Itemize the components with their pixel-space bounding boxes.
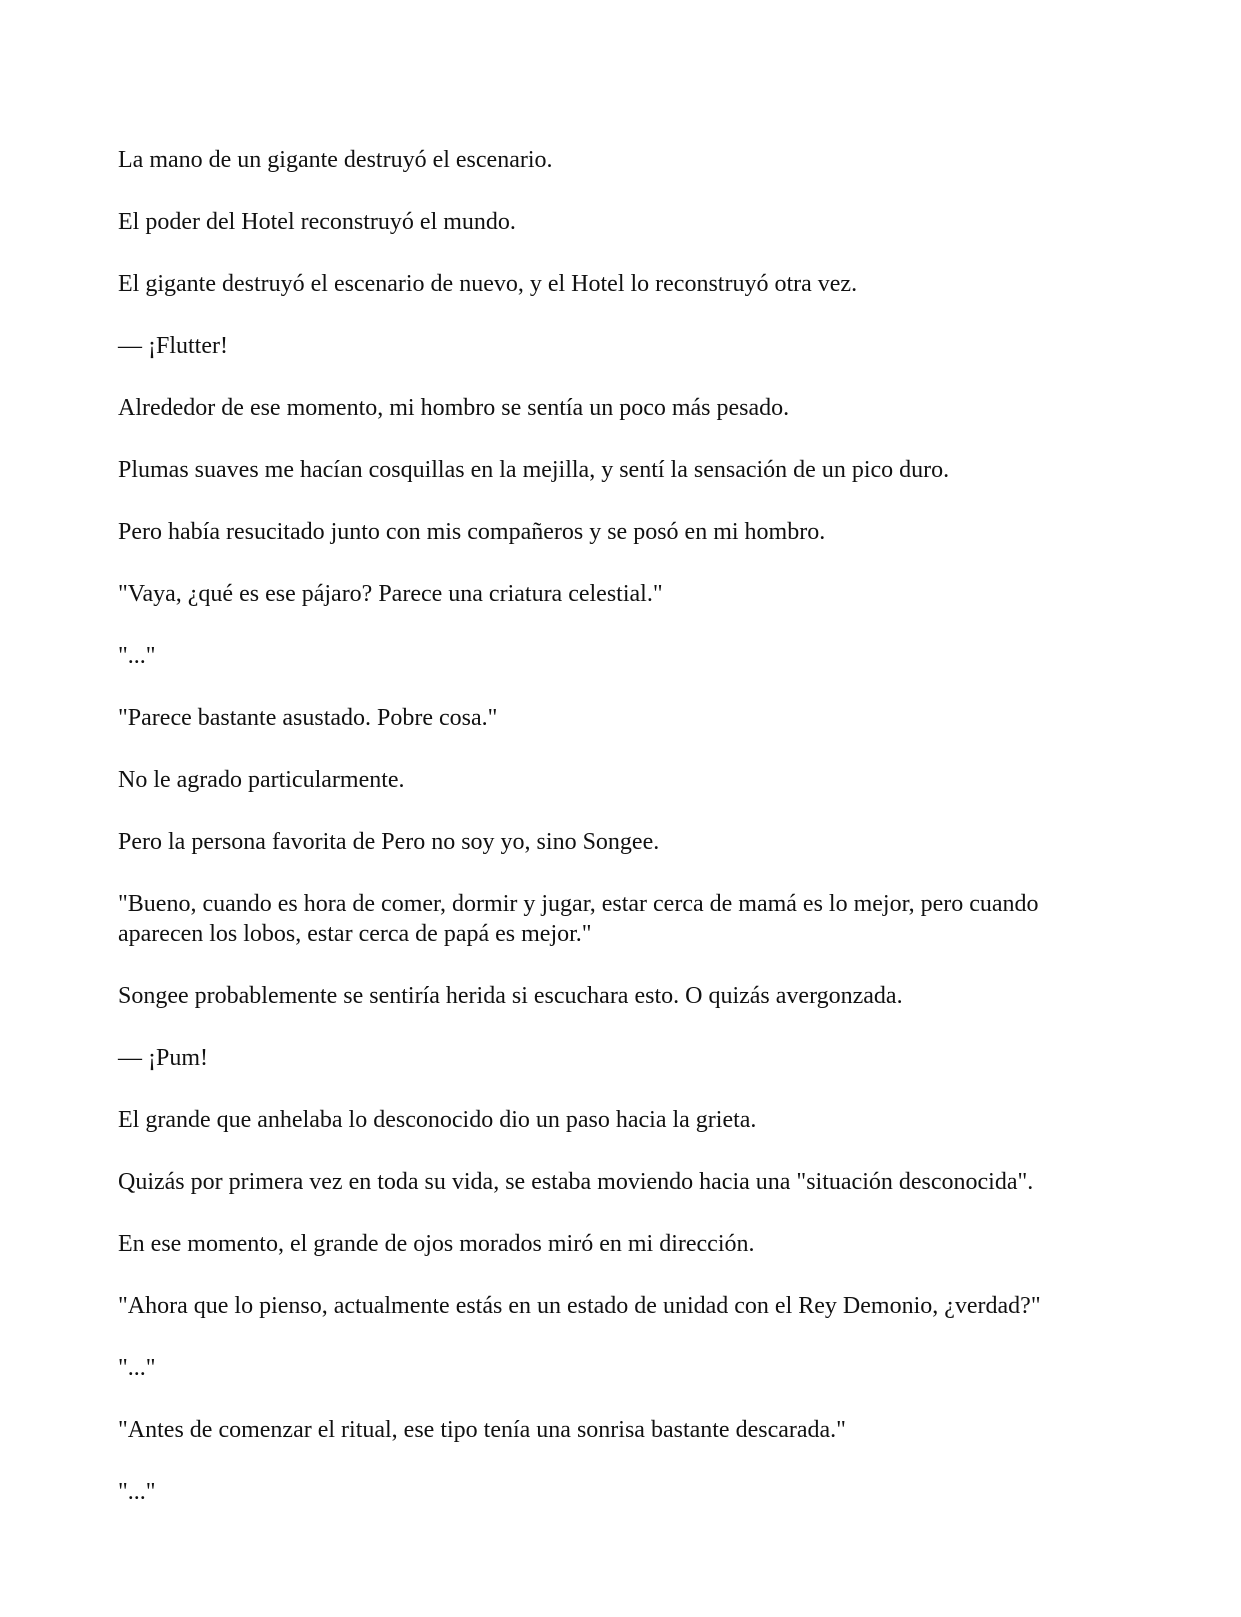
paragraph: "Bueno, cuando es hora de comer, dormir y jugar, estar cerca de mamá es lo mejor, pero cuando aparecen los lobos, estar cerca de papá es mejor." xyxy=(118,891,1039,947)
paragraph: — ¡Pum! xyxy=(118,1045,208,1071)
paragraph: No le agrado particularmente. xyxy=(118,767,405,793)
paragraph: Pero había resucitado junto con mis compañeros y se posó en mi hombro. xyxy=(118,519,826,545)
paragraph: "..." xyxy=(118,643,156,669)
paragraph: "Antes de comenzar el ritual, ese tipo tenía una sonrisa bastante descarada." xyxy=(118,1417,846,1443)
paragraph: "Vaya, ¿qué es ese pájaro? Parece una criatura celestial." xyxy=(118,581,663,607)
paragraph: El gigante destruyó el escenario de nuevo, y el Hotel lo reconstruyó otra vez. xyxy=(118,271,858,297)
paragraph: Quizás por primera vez en toda su vida, se estaba moviendo hacia una "situación desconocida". xyxy=(118,1169,1034,1195)
paragraph: Songee probablemente se sentiría herida si escuchara esto. O quizás avergonzada. xyxy=(118,983,903,1009)
paragraph: "Parece bastante asustado. Pobre cosa." xyxy=(118,705,498,731)
paragraph: Pero la persona favorita de Pero no soy yo, sino Songee. xyxy=(118,829,660,855)
paragraph: La mano de un gigante destruyó el escenario. xyxy=(118,147,553,173)
paragraph: — ¡Flutter! xyxy=(118,333,228,359)
paragraph: El poder del Hotel reconstruyó el mundo. xyxy=(118,209,516,235)
paragraph: "Ahora que lo pienso, actualmente estás en un estado de unidad con el Rey Demonio, ¿verdad?" xyxy=(118,1293,1041,1319)
paragraph: "..." xyxy=(118,1355,156,1381)
text-body xyxy=(118,145,1123,1539)
paragraph: Plumas suaves me hacían cosquillas en la mejilla, y sentí la sensación de un pico duro. xyxy=(118,457,950,483)
paragraph: Alrededor de ese momento, mi hombro se sentía un poco más pesado. xyxy=(118,395,790,421)
paragraph: En ese momento, el grande de ojos morados miró en mi dirección. xyxy=(118,1231,755,1257)
paragraph: El grande que anhelaba lo desconocido dio un paso hacia la grieta. xyxy=(118,1107,757,1133)
paragraph: "..." xyxy=(118,1479,156,1505)
